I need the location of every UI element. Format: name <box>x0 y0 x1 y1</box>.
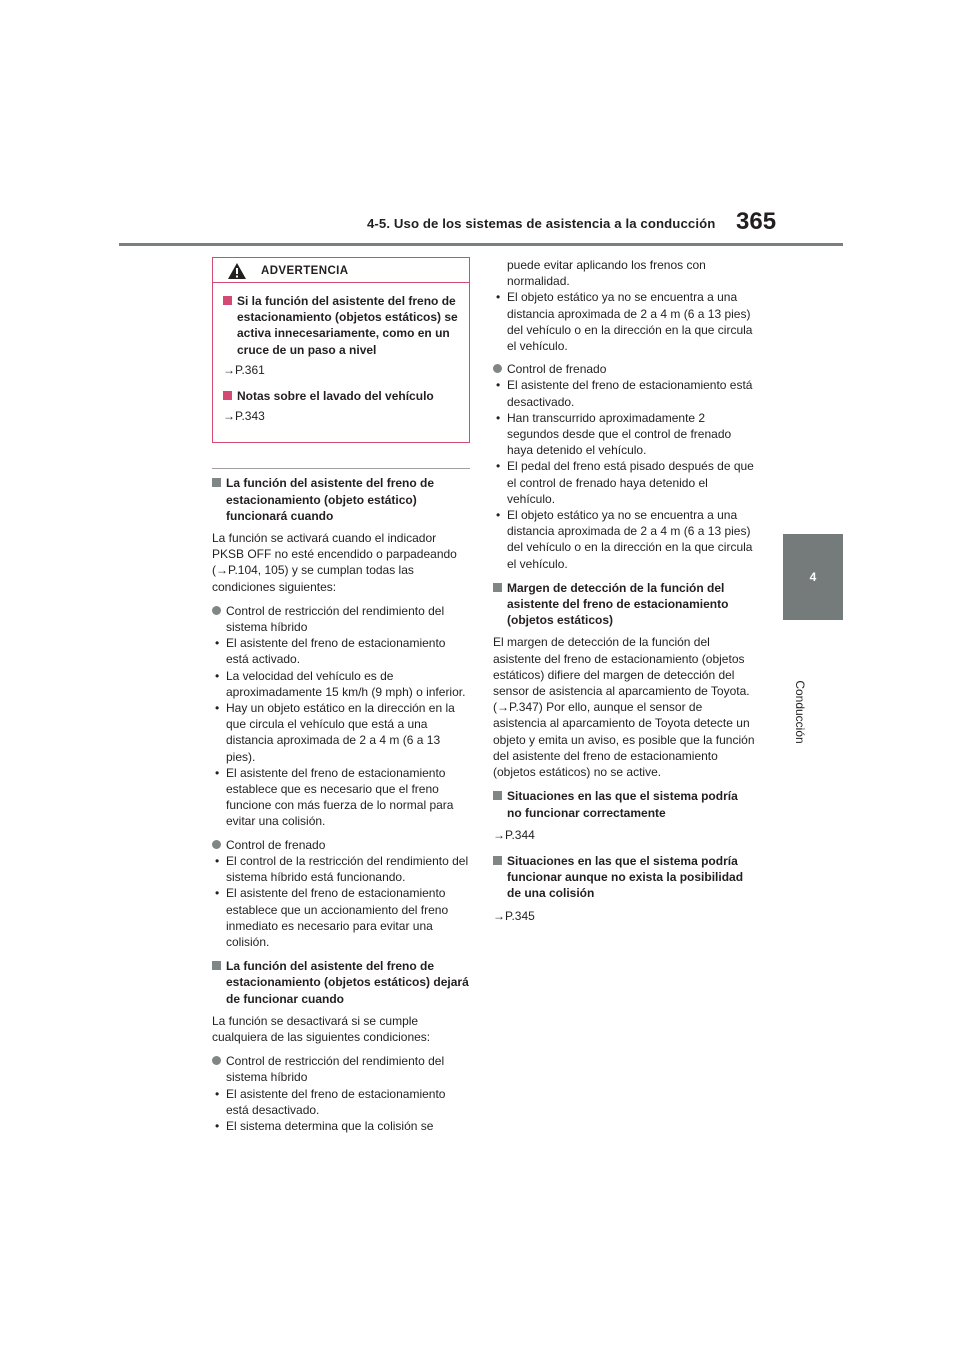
circle-bullet-icon <box>493 364 502 373</box>
bullet-dot-icon: • <box>215 668 220 683</box>
circle-bullet-icon <box>212 1056 221 1065</box>
section-title: 4-5. Uso de los sistemas de asistencia a la conducción <box>367 216 716 231</box>
left-column <box>212 257 470 1134</box>
list-item <box>212 635 470 667</box>
warning-item-heading <box>223 388 459 404</box>
condition-group <box>212 837 470 853</box>
list-item-text: El pedal del freno está pisado después de que el control de frenado haya detenido el vehículo. <box>507 459 754 506</box>
section-heading <box>212 958 470 1007</box>
square-bullet-icon <box>212 961 221 970</box>
list-item-text: El asistente del freno de estacionamiento establece que un accionamiento del freno inmediato es necesario para evitar una colisión. <box>226 886 449 949</box>
list-item-text: Hay un objeto estático en la dirección en la que circula el vehículo que está a una distancia aproximada de 2 a 4 m (6 a 13 pies). <box>226 701 455 764</box>
right-column <box>493 257 755 934</box>
chapter-label: Conducción <box>793 680 807 744</box>
list-item-text: El asistente del freno de estacionamiento establece que es necesario que el freno funcione con más fuerza de lo normal para evitar una colisión. <box>226 765 454 829</box>
circle-bullet-icon <box>212 840 221 849</box>
list-item-text: La velocidad del vehículo es de aproximadamente 15 km/h (9 mph) o inferior. <box>226 668 466 699</box>
warning-item-text: Notas sobre el lavado del vehículo <box>237 389 434 404</box>
list-item-text: El asistente del freno de estacionamiento está desactivado. <box>507 378 753 409</box>
list-item <box>212 700 470 765</box>
list-item-text: Han transcurrido aproximadamente 2 segundos desde que el control de frenado haya detenido el vehículo. <box>507 410 732 458</box>
list-item-text: El asistente del freno de estacionamiento está activado. <box>226 636 446 667</box>
square-bullet-icon <box>212 478 221 487</box>
list-item-text: El objeto estático ya no se encuentra a una distancia aproximada de 2 a 4 m (6 a 13 pies) del vehículo o en la dirección en la que circula el vehículo. <box>507 290 753 354</box>
list-item <box>493 410 755 459</box>
chapter-tab <box>783 534 843 620</box>
section-intro: La función se activará cuando el indicador PKSB OFF no esté encendido o parpadeando (→P.104, 105) y se cumplan todas las condiciones siguientes: <box>212 531 457 594</box>
bullet-dot-icon: • <box>215 636 220 651</box>
section-intro: La función se desactivará si se cumple cualquiera de las siguientes condiciones: <box>212 1013 431 1044</box>
bullet-dot-icon: • <box>215 1118 220 1133</box>
section-heading-text: La función del asistente del freno de estacionamiento (objetos estáticos) dejará de funcionar cuando <box>226 959 469 1006</box>
section-heading <box>493 580 755 629</box>
square-bullet-icon <box>493 583 502 592</box>
condition-group-title: Control de restricción del rendimiento del sistema híbrido <box>226 1054 445 1085</box>
warning-item-heading <box>223 293 459 358</box>
list-item-continuation: puede evitar aplicando los frenos con normalidad. <box>507 258 706 289</box>
section-body: El margen de detección de la función del asistente del freno de estacionamiento (objetos estáticos) difiere del margen de detección del sensor de asistencia al aparcamiento de Toyota. (→P.347) Por ello, aunque el sensor de asistencia al aparcamiento de Toyota detecte un objeto y emita un aviso, es posible que la función del asistente del freno de estacionamiento (objetos estáticos) no se active. <box>493 635 755 780</box>
page-reference: →P.344 <box>493 827 535 842</box>
list-item <box>212 1086 470 1118</box>
section-divider <box>212 468 470 469</box>
list-item <box>212 853 470 885</box>
list-item-text: El sistema determina que la colisión se <box>226 1118 434 1133</box>
header-rule <box>119 243 843 246</box>
square-bullet-icon <box>493 856 502 865</box>
list-item <box>493 507 755 572</box>
condition-group <box>493 361 755 377</box>
bullet-dot-icon: • <box>496 378 501 393</box>
page-reference: →P.345 <box>493 908 535 923</box>
list-item <box>212 765 470 830</box>
bullet-dot-icon: • <box>496 410 501 425</box>
condition-group <box>212 603 470 635</box>
bullet-dot-icon: • <box>215 886 220 901</box>
bullet-dot-icon: • <box>496 459 501 474</box>
section-heading <box>212 475 470 524</box>
square-bullet-icon <box>223 391 232 400</box>
list-item <box>212 668 470 700</box>
warning-title: ADVERTENCIA <box>261 265 349 277</box>
list-item <box>493 377 755 409</box>
section-heading-text: Situaciones en las que el sistema podría no funcionar correctamente <box>507 789 738 820</box>
list-item-text: El asistente del freno de estacionamiento está desactivado. <box>226 1086 446 1117</box>
warning-item-text: Si la función del asistente del freno de estacionamiento (objetos estáticos) se activa innecesariamente, como en un cruce de un paso a nivel <box>237 294 458 357</box>
condition-group-title: Control de frenado <box>226 837 326 852</box>
page-reference: →P.361 <box>223 362 265 377</box>
section-heading <box>493 788 755 820</box>
page-reference: →P.343 <box>223 409 265 424</box>
bullet-dot-icon: • <box>496 508 501 523</box>
warning-box <box>212 257 470 443</box>
section-heading-text: Margen de detección de la función del asistente del freno de estacionamiento (objetos estáticos) <box>507 580 729 628</box>
condition-group-title: Control de restricción del rendimiento del sistema híbrido <box>226 603 445 635</box>
list-item-text: El control de la restricción del rendimiento del sistema híbrido está funcionando. <box>226 853 469 885</box>
list-item <box>493 458 755 507</box>
list-item <box>493 289 755 354</box>
list-item <box>212 1118 470 1134</box>
warning-triangle-icon <box>227 262 247 280</box>
square-bullet-icon <box>223 296 232 305</box>
circle-bullet-icon <box>212 606 221 615</box>
list-item <box>212 885 470 950</box>
bullet-dot-icon: • <box>215 701 220 716</box>
page-number: 365 <box>736 208 777 235</box>
bullet-dot-icon: • <box>215 1086 220 1101</box>
list-item-text: El objeto estático ya no se encuentra a una distancia aproximada de 2 a 4 m (6 a 13 pies) del vehículo o en la dirección en la que circula el vehículo. <box>507 508 753 571</box>
section-heading-text: La función del asistente del freno de estacionamiento (objeto estático) funcionará cuando <box>226 476 435 523</box>
section-heading <box>493 853 755 902</box>
condition-group-title: Control de frenado <box>507 362 607 377</box>
bullet-dot-icon: • <box>215 765 220 780</box>
warning-header <box>213 258 469 283</box>
square-bullet-icon <box>493 791 502 800</box>
section-heading-text: Situaciones en las que el sistema podría funcionar aunque no exista la posibilidad de una colisión <box>507 853 744 901</box>
bullet-dot-icon: • <box>496 290 501 305</box>
bullet-dot-icon: • <box>215 853 220 868</box>
condition-group <box>212 1053 470 1085</box>
chapter-number: 4 <box>809 570 817 584</box>
